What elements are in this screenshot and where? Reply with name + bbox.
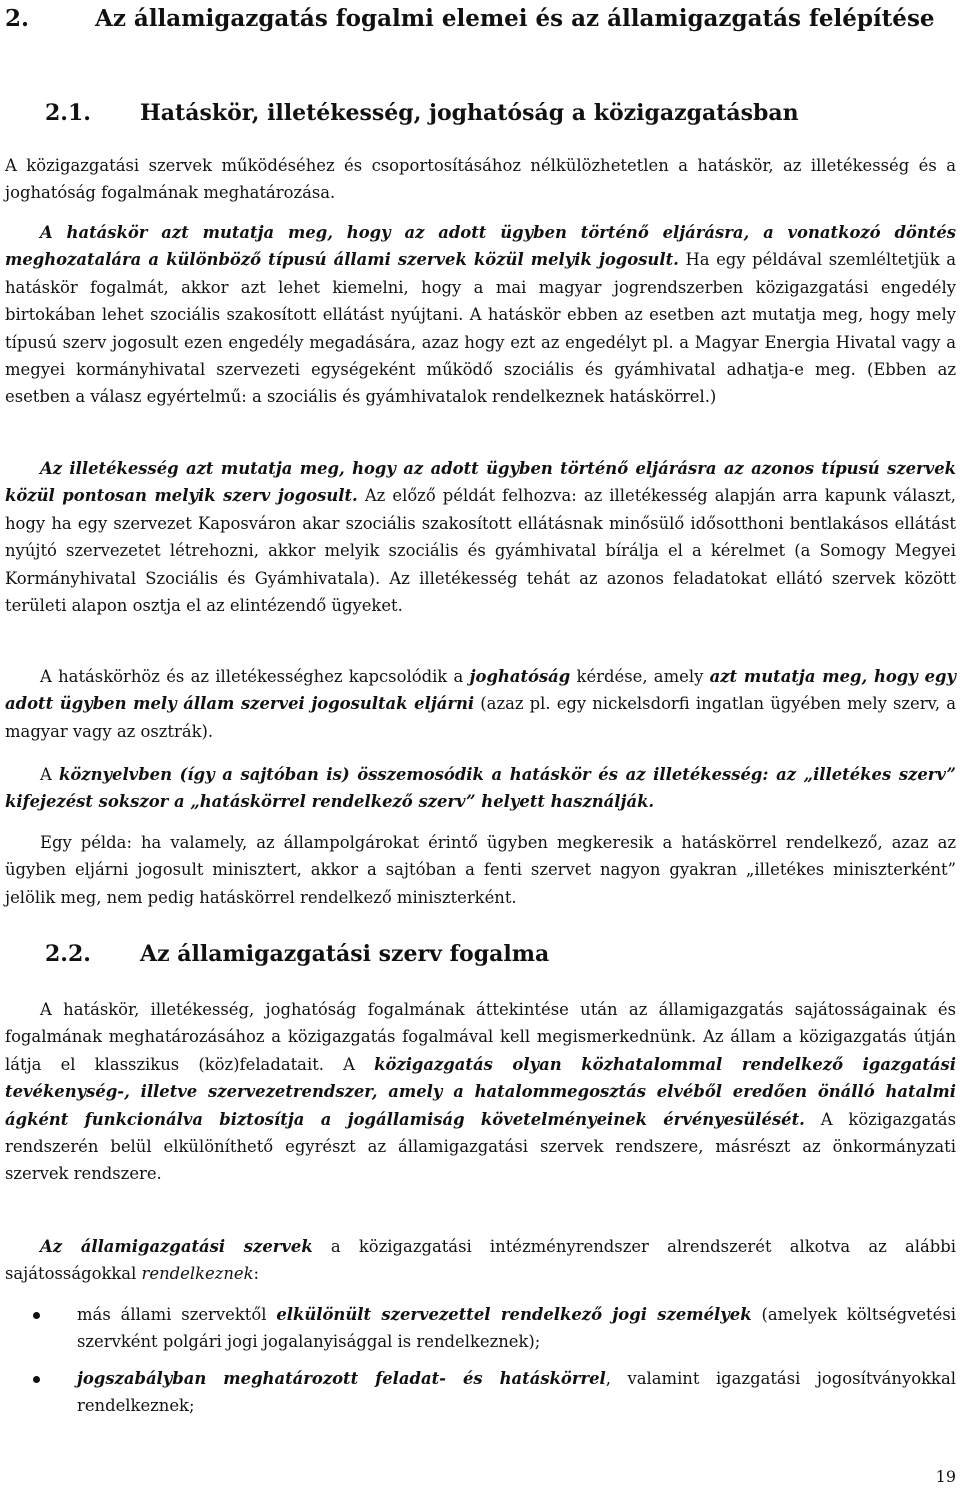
section-heading-2-1	[45, 98, 799, 128]
szervek-term: Az államigazgatási szervek	[40, 1237, 313, 1256]
joghatosag-definition: azt mutatja meg, hogy egy adott ügyben mely állam szervei jogosultak eljárni	[5, 667, 956, 714]
bullet-icon	[33, 1312, 40, 1319]
features-list	[5, 1301, 956, 1429]
list-item-emphasis: jogszabályban meghatározott feladat- és hatáskörrel	[77, 1368, 606, 1388]
joghatosag-text-3: (azaz pl. egy nickelsdorfi ingatlan ügyében mely szerv, a magyar vagy az osztrák).	[5, 694, 956, 741]
page-number: 19	[935, 1467, 956, 1486]
kozigazgatas-definition: közigazgatás olyan közhatalommal rendelkező igazgatási tevékenység-, illetve szervezetrendszer, amely a hatalommegosztás elvéből eredően önálló hatalmi ágként funkcionálva biztosítja a jogállamiság követelményeinek érvényesülését.	[5, 1054, 956, 1129]
section-number: 2.2.	[45, 941, 91, 967]
section-title: Az államigazgatási szerv fogalma	[140, 941, 550, 967]
paragraph-hataskor	[5, 219, 956, 411]
szervek-colon: :	[253, 1264, 260, 1284]
list-item-emphasis: elkülönült szervezettel rendelkező jogi személyek	[276, 1305, 752, 1324]
paragraph-illetekesseg	[5, 455, 956, 619]
kozigazgatas-text-1: A hatáskör, illetékesség, joghatóság fogalmának áttekintése után az államigazgatás sajátosságainak és fogalmának meghatározásához a közigazgatás fogalmával kell megismerkednünk. Az állam a közigazgatás útján látja el klasszikus (köz)feladatait. A	[5, 1000, 956, 1074]
chapter-title: Az államigazgatás fogalmi elemei és az államigazgatás felépítése	[95, 5, 935, 32]
joghatosag-term: joghatóság	[469, 667, 571, 686]
koznyelv-emphasis: köznyelvben (így a sajtóban is) összemosódik a hatáskör és az illetékesség: az „illetékes szerv” kifejezést sokszor a „hatáskörrel rendelkező szerv” helyett használják.	[5, 765, 956, 812]
bullet-icon	[33, 1376, 40, 1383]
paragraph-koznyelv	[5, 761, 956, 816]
koznyelv-text-1: A	[40, 765, 59, 784]
paragraph-kozigazgatas	[5, 996, 956, 1188]
list-item-text-1: más állami szervektől	[77, 1305, 277, 1324]
paragraph-pelda: Egy példa: ha valamely, az állampolgárokat érintő ügyben megkeresik a hatáskörrel rendelkező, azaz az ügyben eljárni jogosult minisztert, akkor a sajtóban a fenti szervet nagyon gyakran „illetékes miniszterként” jelölik meg, nem pedig hatáskörrel rendelkező miniszterként.	[5, 833, 956, 907]
list-item-text-2: (amelyek költségvetési szervként polgári jogi jogalanyisággal is rendelkeznek);	[77, 1305, 956, 1352]
illetekesseg-definition: Az illetékesség azt mutatja meg, hogy az adott ügyben történő eljárásra az azonos típusú szervek közül pontosan melyik szerv jogosult.	[5, 459, 956, 506]
paragraph-joghatosag	[5, 663, 956, 745]
list-item	[5, 1301, 956, 1356]
chapter-heading	[5, 1, 956, 37]
joghatosag-text-1: A hatáskörhöz és az illetékességhez kapcsolódik a	[40, 667, 470, 686]
szervek-text-1: a közigazgatási intézményrendszer alrendszerét alkotva az alábbi sajátosságokkal	[5, 1237, 956, 1284]
section-title: Hatáskör, illetékesség, joghatóság a közigazgatásban	[140, 100, 799, 126]
illetekesseg-example: Az előző példát felhozva: az illetékesség alapján arra kapunk választ, hogy ha egy szervezet Kaposváron akar szociális szakosított ellátásnak minősülő idősotthoni bentlakásos ellátást nyújtó szervezetet létrehozni, akkor melyik szociális és gyámhivatal bírálja el a kérelmet (a Somogy Megyei Kormányhivatal Szociális és Gyámhivatala). Az illetékesség tehát az azonos feladatokat ellátó szervek között területi alapon osztja el az elintézendő ügyeket.	[5, 486, 956, 616]
list-item-text-2: , valamint igazgatási jogosítványokkal rendelkeznek;	[77, 1368, 956, 1416]
list-item	[5, 1365, 956, 1420]
chapter-number: 2.	[5, 5, 30, 32]
kozigazgatas-text-2: A közigazgatás rendszerén belül elkülöníthető egyrészt az államigazgatási szervek rendszere, másrészt az önkormányzati szervek rendszere.	[5, 1109, 956, 1184]
hataskor-definition: A hatáskör azt mutatja meg, hogy az adott ügyben történő eljárásra, a vonatkozó döntés meghozatalára a különböző típusú állami szervek közül melyik jogosult.	[5, 223, 956, 270]
section-number: 2.1.	[45, 100, 91, 126]
paragraph-allamigazgatasi-szervek	[5, 1233, 956, 1288]
joghatosag-text-2: kérdése, amely	[570, 667, 710, 686]
section-heading-2-2	[45, 939, 549, 969]
hataskor-example: Ha egy példával szemléltetjük a hatáskör fogalmát, akkor azt lehet kiemelni, hogy a mai magyar jogrendszerben közigazgatási engedély birtokában lehet szociális szakosított ellátást nyújtani. A hatáskör ebben az esetben azt mutatja meg, hogy mely típusú szerv jogosult ezen engedély megadására, azaz hogy ezt az engedélyt pl. a Magyar Energia Hivatal vagy a megyei kormányhivatal szervezeti egységeként működő szociális és gyámhivatal adhatja-e meg. (Ebben az esetben a válasz egyértelmű: a szociális és gyámhivatalok rendelkeznek hatáskörrel.)	[5, 250, 956, 407]
paragraph-intro: A közigazgatási szervek működéséhez és csoportosításához nélkülözhetetlen a hatáskör, az illetékesség és a joghatóság fogalmának meghatározása.	[5, 156, 956, 203]
szervek-rendelkeznek: rendelkeznek	[141, 1264, 254, 1284]
